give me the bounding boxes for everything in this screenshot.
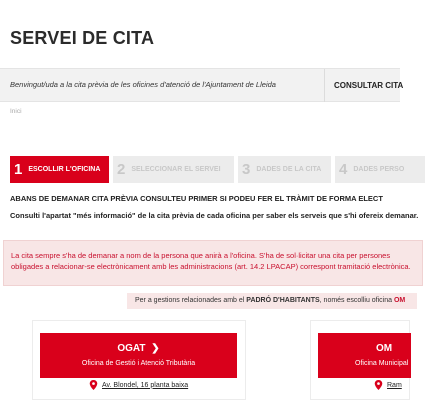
step-select-service[interactable] xyxy=(113,156,234,183)
padron-note xyxy=(127,293,417,309)
step-label: ESCOLLIR L'OFICINA xyxy=(28,166,101,173)
map-pin-icon xyxy=(374,380,383,390)
office-name: Oficina de Gestió i Atenció Tributària xyxy=(81,360,196,367)
page-title: SERVEI DE CITA xyxy=(10,28,155,48)
office-code: OGAT ❯ xyxy=(117,343,160,354)
step-label: DADES DE LA CITA xyxy=(256,166,322,173)
step-personal-details[interactable] xyxy=(335,156,425,183)
office-card-ogat xyxy=(32,320,246,400)
office-address-om[interactable] xyxy=(374,380,402,390)
address-text: Av. Blondel, 16 planta baixa xyxy=(102,381,189,389)
padron-note-prefix: Per a gestions relacionades amb el xyxy=(135,297,247,304)
office-address-ogat[interactable] xyxy=(89,380,188,390)
office-button-ogat[interactable] xyxy=(40,333,237,378)
padron-note-suffix: , només escolliu oficina xyxy=(319,297,394,304)
step-choose-office[interactable] xyxy=(10,156,109,183)
padron-note-highlight: PADRÓ D'HABITANTS xyxy=(246,297,320,304)
breadcrumb[interactable]: Inici xyxy=(10,108,22,115)
step-label: SELECCIONAR EL SERVEI xyxy=(131,166,221,173)
welcome-text: Benvingut/uda a la cita prèvia de les oficines d'atenció de l'Ajuntament de Lleida xyxy=(10,80,276,89)
step-label: DADES PERSO xyxy=(353,166,405,173)
step-number: 2 xyxy=(117,161,126,178)
welcome-bar xyxy=(0,68,404,102)
office-name: Oficina Municipal xyxy=(355,360,409,367)
padron-note-tail: OM xyxy=(393,297,406,304)
step-number: 1 xyxy=(14,161,23,178)
chevron-right-icon: ❯ xyxy=(151,343,160,354)
notice-body: Consulti l'apartat "més informació" de la cita prèvia de cada oficina per saber els serveis que s'hi ofereix demanar. xyxy=(10,211,419,220)
map-pin-icon xyxy=(89,380,98,390)
notice-title: ABANS DE DEMANAR CITA PRÈVIA CONSULTEU PRIMER SI PODEU FER EL TRÀMIT DE FORMA ELECT xyxy=(10,194,383,203)
steps-bar xyxy=(10,156,410,183)
office-button-om[interactable] xyxy=(318,333,411,378)
step-appointment-details[interactable] xyxy=(238,156,331,183)
step-number: 4 xyxy=(339,161,348,178)
office-code: OM xyxy=(376,343,393,354)
consult-appointment-button[interactable]: CONSULTAR CITA xyxy=(324,69,400,102)
alert-text: La cita sempre s'ha de demanar a nom de la persona que anirà a l'oficina. S'ha de sol·licitar una cita per persones obligades a relacionar-se electrònicament amb les administracions (art. 14.2 LPACAP) correspont tramitació electrònica. xyxy=(11,251,411,271)
address-text: Ram xyxy=(387,381,402,389)
office-card-om xyxy=(310,320,410,400)
alert-box xyxy=(3,240,423,286)
step-number: 3 xyxy=(242,161,251,178)
